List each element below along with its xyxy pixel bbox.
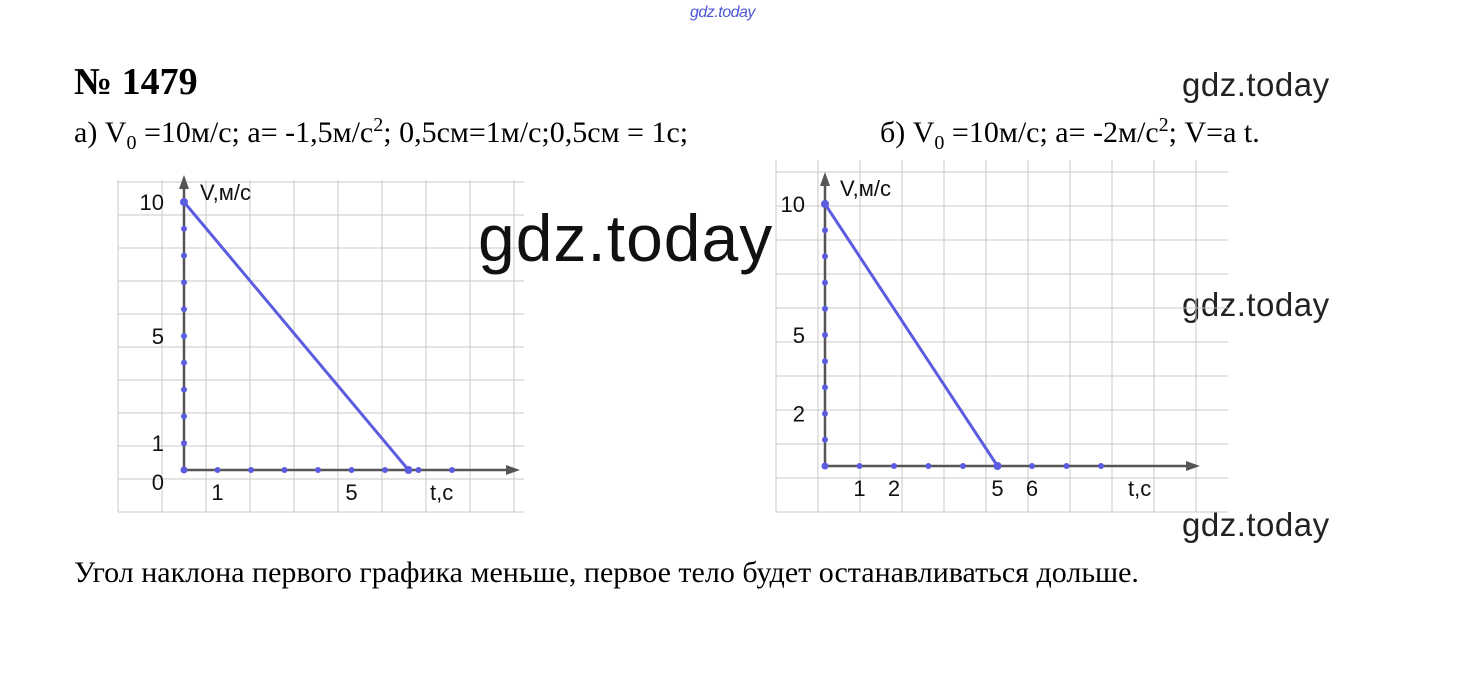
x-axis-dot — [926, 463, 932, 469]
condition-a-suffix: ; 0,5см=1м/с;0,5см = 1с; — [383, 116, 689, 149]
y-axis-dot — [822, 332, 828, 338]
y-axis-dot — [181, 253, 187, 259]
chart-a — [118, 175, 524, 512]
y-axis-dot — [822, 306, 828, 312]
series-line — [825, 204, 998, 466]
x-axis-label: t,c — [430, 480, 454, 505]
condition-a-prefix: а) V — [74, 116, 127, 149]
chart-b — [776, 160, 1228, 512]
y-tick-label: 0 — [151, 470, 164, 495]
series-end-point — [404, 466, 412, 474]
x-tick-label: 5 — [345, 480, 358, 505]
watermark-right-3: gdz.today — [1182, 506, 1330, 543]
series-start-point — [180, 198, 188, 206]
x-axis-arrow — [1186, 461, 1200, 471]
condition-a-sup: 2 — [373, 114, 384, 136]
x-axis-dot — [857, 463, 863, 469]
x-axis-dot — [282, 467, 288, 473]
y-tick-label: 5 — [151, 324, 164, 349]
x-tick-label: 1 — [211, 480, 224, 505]
y-tick-label: 1 — [151, 431, 164, 457]
y-tick-label: 5 — [792, 323, 805, 348]
y-axis-dot — [181, 279, 187, 285]
y-axis-dot — [181, 440, 187, 446]
condition-b-middle: =10м/с; а= -2м/с — [944, 116, 1159, 149]
x-tick-label: 1 — [853, 476, 866, 501]
x-axis-dot — [1029, 463, 1035, 469]
y-axis-dot — [822, 253, 828, 259]
y-axis-label: V,м/с — [840, 176, 892, 201]
answer-text: Угол наклона первого графика меньше, первое тело будет останавливаться дольше. — [74, 556, 1139, 589]
y-axis-dot — [822, 227, 828, 233]
y-axis-dot — [822, 437, 828, 443]
x-axis-dot — [349, 467, 355, 473]
x-tick-label: 2 — [887, 476, 901, 501]
y-axis-dot — [181, 333, 187, 339]
x-axis-dot — [449, 467, 455, 473]
x-axis-label: t,c — [1128, 476, 1152, 501]
condition-b-prefix: б) V — [880, 116, 935, 149]
condition-a-middle: =10м/с; а= -1,5м/с — [136, 116, 374, 149]
y-tick-label: 10 — [780, 192, 805, 217]
x-axis-dot — [215, 467, 221, 473]
y-axis-dot — [181, 306, 187, 312]
condition-b-sub: 0 — [934, 132, 945, 154]
y-axis-dot — [822, 411, 828, 417]
watermark-right-1: gdz.today — [1182, 66, 1330, 103]
y-axis-dot — [181, 413, 187, 419]
y-axis-dot — [822, 358, 828, 364]
x-axis-dot — [891, 463, 897, 469]
series-line — [184, 202, 408, 470]
y-axis-dot — [181, 387, 187, 393]
x-axis-dot — [960, 463, 966, 469]
y-tick-label: 10 — [139, 190, 164, 215]
x-axis-dot — [1064, 463, 1070, 469]
x-axis-dot — [382, 467, 388, 473]
y-axis-dot — [181, 226, 187, 232]
x-axis-dot — [248, 467, 254, 473]
condition-b-suffix: ; V=a t. — [1168, 116, 1260, 149]
origin-dot — [822, 463, 829, 470]
watermark-big: gdz.today — [478, 201, 774, 275]
condition-a-sub: 0 — [126, 132, 137, 154]
y-axis-dot — [181, 360, 187, 366]
y-axis-arrow — [820, 172, 830, 186]
x-axis-dot — [416, 467, 422, 473]
x-axis-arrow — [506, 465, 520, 475]
y-tick-label: 2 — [792, 401, 805, 427]
series-end-point — [994, 462, 1002, 470]
x-axis-dot — [1098, 463, 1104, 469]
y-axis-label: V,м/с — [200, 180, 252, 205]
watermark-small: gdz.today — [690, 4, 755, 21]
x-tick-label: 6 — [1025, 476, 1039, 501]
condition-b-sup: 2 — [1158, 114, 1169, 136]
y-axis-dot — [822, 384, 828, 390]
origin-dot — [181, 467, 188, 474]
x-axis-dot — [315, 467, 321, 473]
series-start-point — [821, 200, 829, 208]
watermark-right-2: gdz.today — [1182, 286, 1330, 323]
x-tick-label: 5 — [991, 476, 1004, 501]
problem-number: № 1479 — [74, 61, 198, 103]
y-axis-dot — [822, 280, 828, 286]
